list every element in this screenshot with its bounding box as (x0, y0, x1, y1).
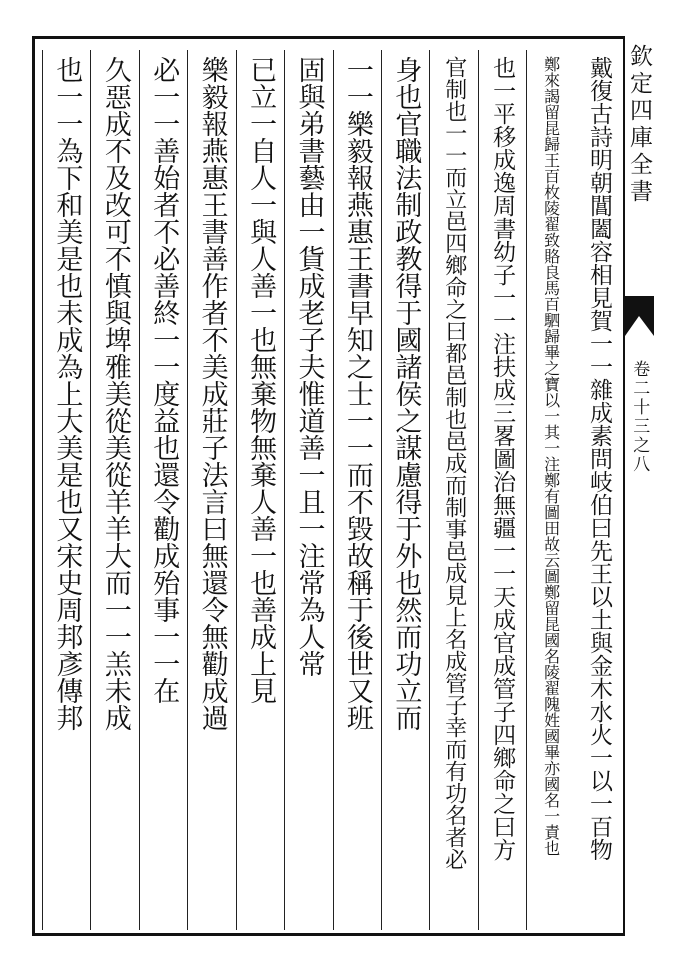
text-column: 一一樂毅報燕惠王書早知之士一一而不毀故稱于後世又班 (333, 50, 381, 930)
text-column: 身也官職法制政教得于國諸侯之謀慮得于外也然而功立而 (381, 50, 429, 930)
book-title (625, 44, 652, 294)
text-column: 官制也一一而立邑四鄉命之曰都邑制也邑成而制事邑成見上名成管子幸而有功名者必 (429, 50, 477, 930)
text-column: 樂毅報燕惠王書善作者不美成莊子法言曰無還令無勸成過 (187, 50, 235, 930)
fish-tail-mark (625, 296, 654, 336)
text-column: 已立一自人一與人善一也無棄物無棄人善一也善成上見 (236, 50, 284, 930)
volume-text: 卷二十三之八 (629, 360, 650, 474)
text-column: 固與弟書藝由一貨成老子夫惟道善一且一注常為人常 (284, 50, 332, 930)
text-column: 也一平移成逸周書幼子一一注扶成三畧圖治無疆一一天成官成管子四鄉命之曰方 (478, 50, 526, 930)
text-column: 必一一善始者不必善終一一度益也還令勸成殆事一一在 (139, 50, 187, 930)
text-column: 戴復古詩明朝閶闔容相見賀一一雜成素問岐伯曰先王以土與金木水火一以一百物 (585, 56, 612, 861)
book-title-text: 欽定四庫全書 (626, 44, 652, 206)
text-column: 鄭來謁留昆歸王百枚陵翟致賂良馬百駟歸畢之寶以一其一注鄭有圖田故云圖鄭留昆國名陵翟隗姓國畢亦國名一責也 (526, 50, 574, 930)
text-column: 也一一為下和美是也未成為上大美是也又宋史周邦彥傳邦 (42, 50, 90, 930)
volume-label (625, 360, 652, 474)
text-column: 久惡成不及改可不慎與埤雅美從美從羊羊大而一一羔未成 (90, 50, 138, 930)
